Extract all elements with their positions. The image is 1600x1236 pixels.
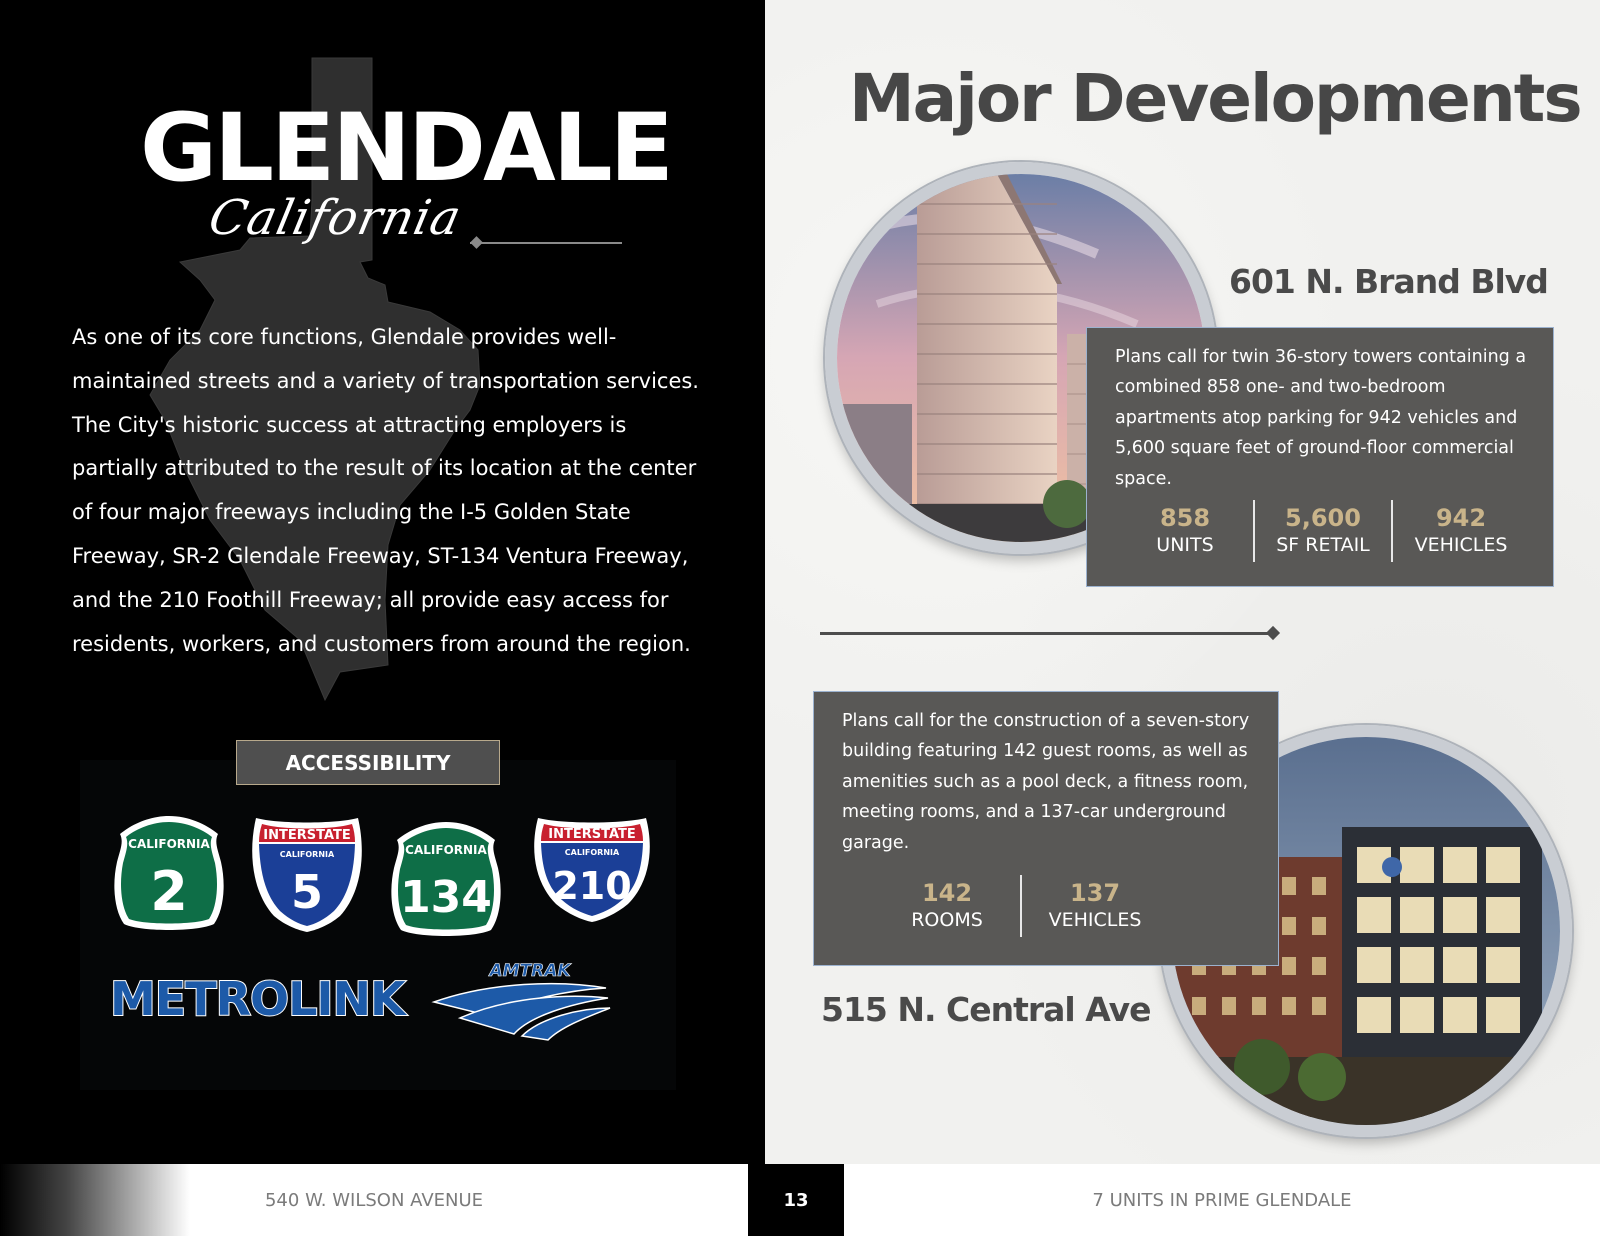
stat-units [1117, 500, 1253, 562]
shield-number: 134 [400, 872, 492, 923]
development-1-info-panel [1086, 327, 1554, 587]
shield-top-text: CALIFORNIA [128, 837, 210, 851]
interstate-5-shield-icon [248, 812, 366, 934]
development-1-stats [1117, 500, 1529, 562]
footer-tagline [844, 1164, 1600, 1236]
development-2-address: 515 N. Central Ave [821, 990, 1151, 1029]
development-2-info-panel [813, 691, 1279, 966]
amtrak-wordmark: AMTRAK [489, 961, 571, 981]
stat-value: 942 [1435, 504, 1487, 533]
shield-number: 2 [150, 860, 188, 923]
stat-rooms [874, 875, 1020, 937]
shield-number: 5 [290, 865, 324, 919]
left-page [0, 0, 765, 1164]
stat-label: VEHICLES [1414, 534, 1508, 557]
development-1-description: Plans call for twin 36-story towers containing a combined 858 one- and two-bedroom apartments atop parking for 942 vehicles and 5,600 square feet of ground-floor commercial space. [1115, 347, 1527, 489]
page-footer [0, 1164, 1600, 1236]
page-number: 13 [748, 1164, 844, 1236]
shield-sub-text: CALIFORNIA [564, 848, 620, 857]
shield-top-text: CALIFORNIA [405, 843, 487, 857]
development-1-address: 601 N. Brand Blvd [1229, 262, 1548, 301]
page-title: Major Developments [849, 60, 1581, 137]
city-title: GLENDALE [140, 94, 671, 203]
california-route-2-shield-icon [110, 812, 228, 934]
amtrak-logo [430, 960, 614, 1042]
stat-vehicles [1393, 500, 1529, 562]
title-rule [470, 242, 622, 244]
footer-property-address [0, 1164, 748, 1236]
accessibility-label: ACCESSIBILITY [236, 740, 500, 785]
shield-sub-text: CALIFORNIA [279, 850, 335, 859]
stat-sf-retail [1255, 500, 1391, 562]
intro-paragraph: As one of its core functions, Glendale provides well-maintained streets and a variety of transportation services. The City's historic success at attracting employers is partially attributed to the result of its location at the center of four major freeways including the I-5 Golden State Freeway, SR-2 Glendale Freeway, ST-134 Ventura Freeway, and the 210 Foothill Freeway; all provide easy access for residents, workers, and customers from around the region. [72, 325, 699, 656]
stat-value: 137 [1069, 879, 1121, 908]
california-route-134-shield-icon [387, 818, 505, 940]
shield-top-text: INTERSTATE [263, 828, 351, 843]
stat-value: 142 [921, 879, 973, 908]
footer-right-text: 7 UNITS IN PRIME GLENDALE [1092, 1189, 1352, 1211]
interstate-210-shield-icon [530, 812, 654, 924]
stat-value: 5,600 [1285, 504, 1361, 533]
shield-number: 210 [552, 864, 632, 908]
stat-label: VEHICLES [1048, 909, 1142, 932]
shield-top-text: INTERSTATE [548, 827, 636, 842]
state-script-subtitle: California [204, 190, 467, 246]
stat-label: ROOMS [911, 909, 983, 932]
stat-value: 858 [1159, 504, 1211, 533]
footer-left-text: 540 W. WILSON AVENUE [264, 1189, 484, 1211]
development-2-description: Plans call for the construction of a seven-story building featuring 142 guest rooms, as well as amenities such as a pool deck, a fitness room, meeting rooms, and a 137-car underground garage. [842, 711, 1250, 853]
stat-label: UNITS [1156, 534, 1214, 557]
section-divider-diamond [1266, 626, 1280, 640]
stat-vehicles [1022, 875, 1168, 937]
development-2-stats [874, 875, 1168, 937]
section-divider-rule [820, 632, 1270, 635]
stat-label: SF RETAIL [1276, 534, 1370, 557]
right-page [765, 0, 1600, 1164]
metrolink-logo: METROLINK [110, 972, 405, 1026]
